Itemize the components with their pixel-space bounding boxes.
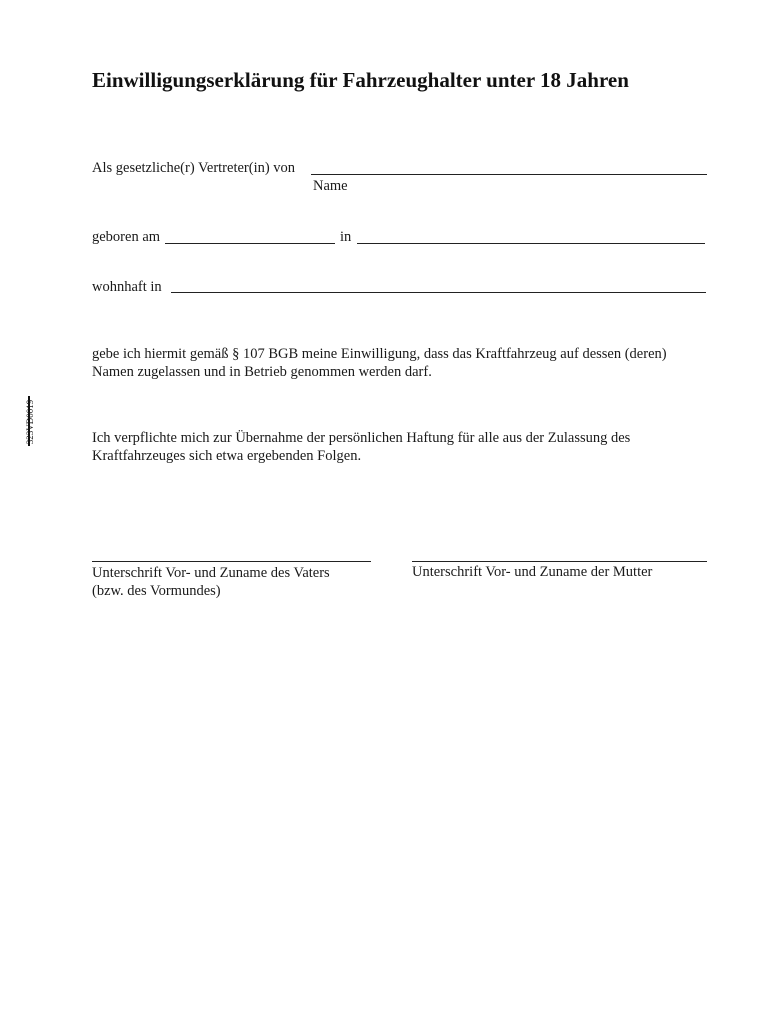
father-signature-line: Unterschrift Vor- und Zuname des Vaters — [92, 565, 330, 581]
birthplace-label: in — [340, 229, 352, 245]
name-field[interactable] — [311, 174, 707, 175]
father-signature-field[interactable] — [92, 561, 371, 562]
birthplace-field[interactable] — [357, 243, 705, 244]
residence-label: wohnhaft in — [92, 279, 162, 295]
mother-signature-field[interactable] — [412, 561, 707, 562]
document-title: Einwilligungserklärung für Fahrzeughalter unter 18 Jahren — [92, 68, 629, 92]
father-signature-caption — [92, 564, 330, 600]
name-caption: Name — [313, 178, 348, 194]
consent-paragraph — [92, 345, 667, 381]
liability-line: Kraftfahrzeuges sich etwa ergebenden Folgen. — [92, 448, 362, 464]
father-signature-line: (bzw. des Vormundes) — [92, 583, 221, 599]
liability-line: Ich verpflichte mich zur Übernahme der persönlichen Haftung für alle aus der Zulassung des — [92, 430, 631, 446]
mother-signature-caption: Unterschrift Vor- und Zuname der Mutter — [412, 564, 653, 580]
born-label: geboren am — [92, 229, 161, 245]
representative-label: Als gesetzliche(r) Vertreter(in) von — [92, 160, 296, 176]
residence-field[interactable] — [171, 292, 706, 293]
consent-line: gebe ich hiermit gemäß § 107 BGB meine Einwilligung, dass das Kraftfahrzeug auf dessen (deren) — [92, 346, 667, 362]
liability-paragraph — [92, 429, 630, 465]
document-code: 323VD0019 — [25, 399, 35, 445]
consent-line: Namen zugelassen und in Betrieb genommen werden darf. — [92, 364, 432, 380]
birth-date-field[interactable] — [165, 243, 335, 244]
